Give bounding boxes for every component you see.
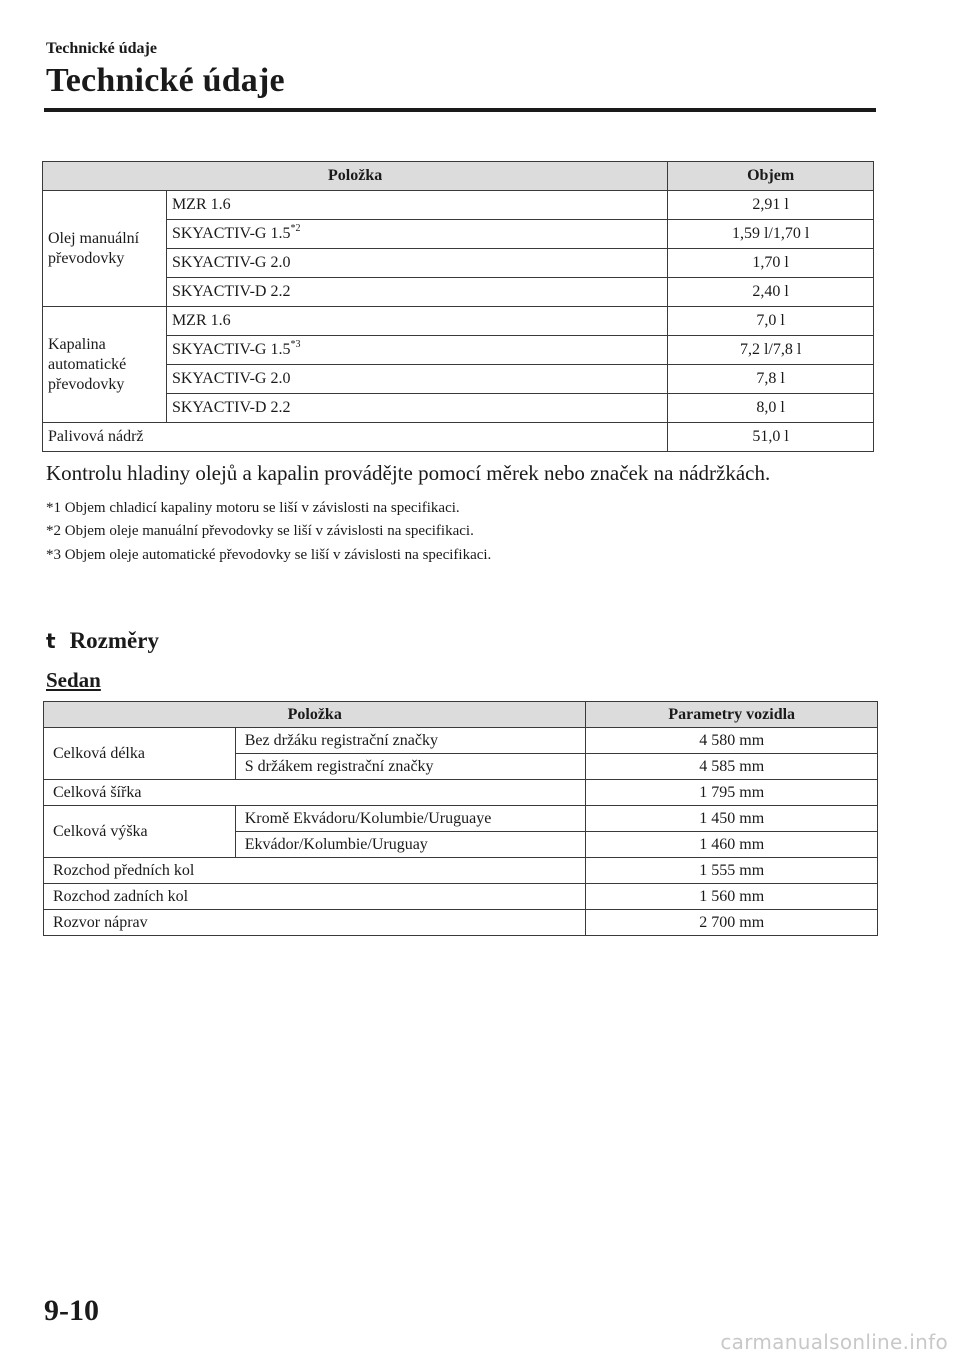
row-value: 4 580 mm (586, 728, 878, 754)
group-label-line: Kapalina (48, 335, 106, 353)
subsection-heading: Sedan (46, 668, 101, 692)
table-row (44, 884, 878, 910)
row-value: 1,59 l/1,70 l (668, 220, 874, 249)
row-item: SKYACTIV-G 1.5$^{*2}$ (166, 220, 667, 249)
page-title: Technické údaje (46, 62, 285, 99)
row-value: 1 560 mm (586, 884, 878, 910)
row-item: Ekvádor/Kolumbie/Uruguay (235, 832, 586, 858)
table-row (44, 910, 878, 936)
footnote: *3 Objem oleje automatické převodovky se liší v závislosti na specifikaci. (46, 547, 492, 563)
row-value: 1 450 mm (586, 806, 878, 832)
table-row (43, 249, 874, 278)
table-row (43, 423, 874, 452)
dimensions-table (43, 701, 878, 936)
watermark: carmanualsonline.info (720, 1330, 948, 1354)
group-automatic-transmission-fluid (43, 307, 167, 423)
title-rule (44, 108, 876, 112)
table-row (43, 365, 874, 394)
footnote: *2 Objem oleje manuální převodovky se liší v závislosti na specifikaci. (46, 523, 474, 539)
row-value: 1,70 l (668, 249, 874, 278)
table-row (43, 220, 874, 249)
row-label-width: Celková šířka (44, 780, 586, 806)
row-value: 2,40 l (668, 278, 874, 307)
table-row (44, 780, 878, 806)
row-label-front-track: Rozchod předních kol (44, 858, 586, 884)
row-value: 51,0 l (668, 423, 874, 452)
page-number: 9-10 (44, 1294, 99, 1327)
capacity-table (42, 161, 874, 452)
header-volume: Objem (668, 162, 874, 191)
group-label-line: převodovky (48, 249, 125, 267)
group-label-line: převodovky (48, 375, 125, 393)
row-item: Kromě Ekvádoru/Kolumbie/Uruguaye (235, 806, 586, 832)
row-value: 8,0 l (668, 394, 874, 423)
table-row (43, 278, 874, 307)
row-value: 1 555 mm (586, 858, 878, 884)
table-header-row (44, 702, 878, 728)
row-item: Bez držáku registrační značky (235, 728, 586, 754)
section-marker-icon: t (46, 629, 56, 653)
row-item: S držákem registrační značky (235, 754, 586, 780)
group-label-line: automatické (48, 355, 127, 373)
row-value: 1 460 mm (586, 832, 878, 858)
row-item: SKYACTIV-G 1.5$^{*3}$ (166, 336, 667, 365)
row-item: SKYACTIV-G 2.0 (166, 365, 667, 394)
row-value: 2,91 l (668, 191, 874, 220)
group-label-line: Olej manuální (48, 229, 140, 247)
check-levels-note: Kontrolu hladiny olejů a kapalin provádějte pomocí měrek nebo značek na nádržkách. (46, 461, 771, 485)
row-value: 1 795 mm (586, 780, 878, 806)
row-value: 7,0 l (668, 307, 874, 336)
row-item-fuel-tank: Palivová nádrž (43, 423, 668, 452)
footnote: *1 Objem chladicí kapaliny motoru se liší v závislosti na specifikaci. (46, 500, 460, 516)
row-value: 7,8 l (668, 365, 874, 394)
section-heading (46, 628, 159, 654)
row-item: SKYACTIV-D 2.2 (166, 394, 667, 423)
header-params: Parametry vozidla (586, 702, 878, 728)
table-row (43, 336, 874, 365)
table-row (43, 394, 874, 423)
row-item: SKYACTIV-D 2.2 (166, 278, 667, 307)
footnote-ref: *2 (290, 223, 301, 234)
row-label-height: Celková výška (44, 806, 236, 858)
table-row (44, 806, 878, 832)
footnote-ref: *3 (290, 339, 301, 350)
header-item: Položka (44, 702, 586, 728)
row-value: 4 585 mm (586, 754, 878, 780)
group-manual-transmission-oil (43, 191, 167, 307)
table-header-row (43, 162, 874, 191)
section-title: Rozměry (69, 628, 159, 653)
table-row (44, 728, 878, 754)
row-value: 7,2 l/7,8 l (668, 336, 874, 365)
table-row (43, 307, 874, 336)
header-item: Položka (43, 162, 668, 191)
row-item: MZR 1.6 (166, 191, 667, 220)
row-item: SKYACTIV-G 2.0 (166, 249, 667, 278)
row-label-rear-track: Rozchod zadních kol (44, 884, 586, 910)
table-row (44, 858, 878, 884)
row-label-wheelbase: Rozvor náprav (44, 910, 586, 936)
row-label-length: Celková délka (44, 728, 236, 780)
row-value: 2 700 mm (586, 910, 878, 936)
row-item: MZR 1.6 (166, 307, 667, 336)
running-head: Technické údaje (46, 40, 157, 57)
table-row (43, 191, 874, 220)
